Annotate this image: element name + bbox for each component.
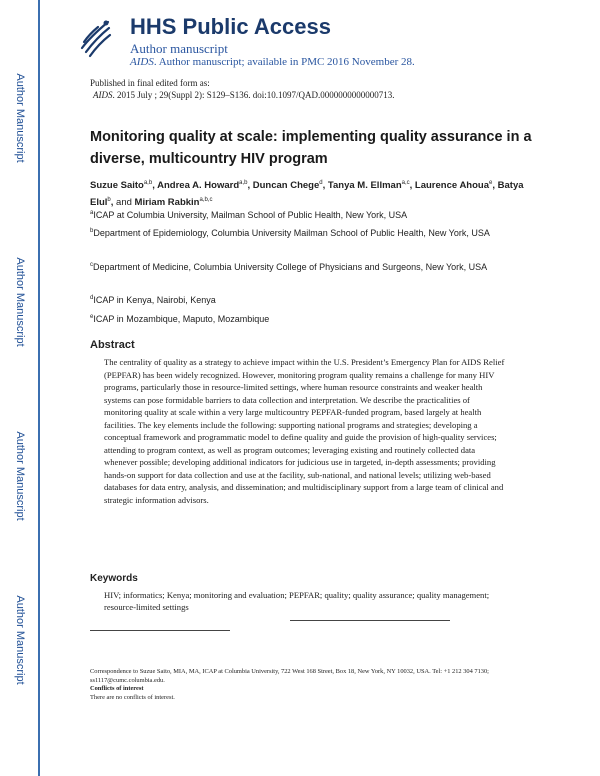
sidebar-label: Author Manuscript [14, 257, 26, 347]
affiliation: $^e$ICAP in Mozambique, Maputo, Mozambique [90, 314, 270, 324]
correspondence: Correspondence to Suzue Saito, MIA, MA, ICAP at Columbia University, 722 West 168 Street, Box 18, New York, NY 10032, USA. Tel: +1 212 304 7130; ss1117@cumc.columbia.edu. [90, 668, 489, 684]
header-availability: AIDS. Author manuscript; available in PMC 2016 November 28. [130, 56, 415, 68]
publication-info: Published in final edited form as: AIDS. 2015 July ; 29(Suppl 2): S129–S136. doi:10.1097/QAD.0000000000000713. [90, 78, 395, 100]
keywords-text: HIV; informatics; Kenya; monitoring and evaluation; PEPFAR; quality; quality assurance; quality management; resource-limited settings [104, 590, 490, 612]
author-list: Suzue Saito$^{a,b}$, Andrea A. Howard$^{a,b}$, Duncan Chege$^d$, Tanya M. Ellman$^{a,c}$, Laurence Ahoua$^e$, Batya Elul$^b$, and Miriam Rabkin$^{a,b,c}$ [90, 180, 524, 209]
affiliation: $^c$Department of Medicine, Columbia University College of Physicians and Surgeons, New York, USA [90, 262, 488, 272]
footnotes [90, 668, 520, 702]
sidebar-label: Author Manuscript [14, 73, 26, 163]
hhs-eagle-logo-icon [78, 18, 112, 60]
abstract-text: The centrality of quality as a strategy to achieve impact within the U.S. President’s Emergency Plan for AIDS Relief (PEPFAR) has been widely recognized. However, monitoring program quality remains a challenge for many HIV programs, particularly those in resource-limited settings, where human resource constraints and weaker health systems can pose formidable barriers to data collection and interpretation. We describe the practicalities of monitoring quality at scale within a very large multicountry PEPFAR-funded program, based largely at health facilities. The key elements include the following: supporting national programs and strategies; developing a conceptual framework and programmatic model to define quality and guide the provision of high-quality services; attending to program context, as well as program outcomes; leveraging existing and routinely collected data whenever possible; developing additional indicators for judicious use in targeted, in-depth assessments; providing hands-on support for data collection and use at the facility, sub-national, and national levels; utilizing web-based databases for data entry, analysis, and dissemination; and multidisciplinary support from a large team of clinical and strategic information advisors. [104, 357, 505, 505]
sidebar-label: Author Manuscript [14, 431, 26, 521]
abstract-heading: Abstract [90, 339, 135, 351]
keywords-heading: Keywords [90, 573, 138, 584]
divider [290, 620, 450, 621]
header-subtitle: Author manuscript [130, 41, 228, 56]
conflicts-text: There are no conflicts of interest. [90, 693, 175, 701]
affiliation: $^b$Department of Epidemiology, Columbia University Mailman School of Public Health, New York, USA [90, 228, 490, 238]
article-title: Monitoring quality at scale: implementing quality assurance in a diverse, multicountry HIV program [90, 129, 532, 167]
sidebar-label: Author Manuscript [14, 595, 26, 685]
footnote-divider [90, 630, 230, 631]
sidebar-rule [38, 0, 40, 776]
conflicts-heading: Conflicts of interest [90, 685, 144, 692]
affiliation: $^a$ICAP at Columbia University, Mailman School of Public Health, New York, USA [90, 210, 408, 220]
affiliation: $^d$ICAP in Kenya, Nairobi, Kenya [90, 295, 216, 305]
header-title: HHS Public Access [130, 14, 331, 39]
